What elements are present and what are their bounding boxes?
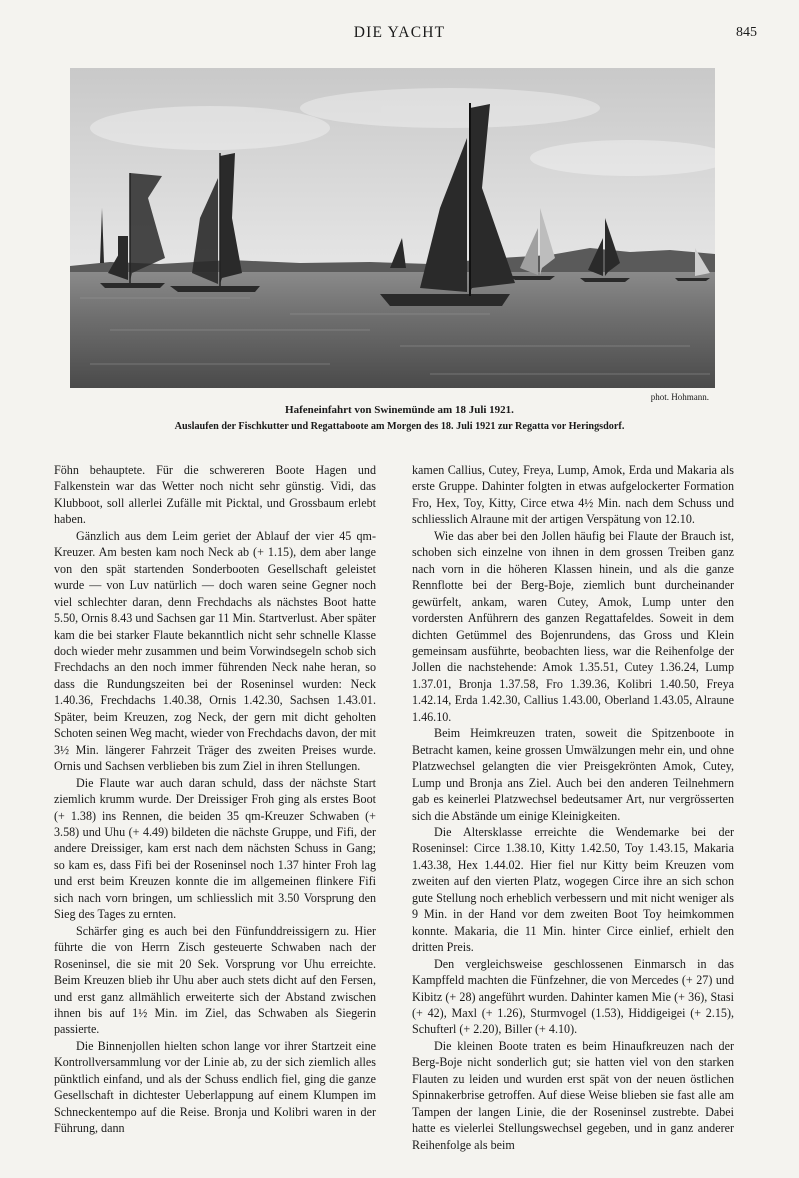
paragraph: Föhn behauptete. Für die schwereren Boote Hagen und Falkenstein war das Wetter noch nicht sehr günstig. Vidi, das Klubboot, soll allerlei Zufälle mit Picktal, und Grossbaum erlebt haben. bbox=[54, 463, 376, 527]
paragraph: Beim Heimkreuzen traten, soweit die Spitzenboote in Betracht kamen, keine grossen Umwälzungen mehr ein, und ohne Platzwechsel gelangten die vier Preisgekrönten Amok, Cutey, Lump und Bronja ans Ziel. Auch bei den anderen Teilnehmern gab es keinerlei Platzwechsel bedeutsamer Art, nur vergrösserten sich die Abstände um einige Kleinigkeiten. bbox=[412, 726, 734, 823]
paragraph: Schärfer ging es auch bei den Fünfunddreissigern zu. Hier führte die von Herrn Zisch gesteuerte Schwaben nach der Roseninsel, die sie mit 20 Sek. Vorsprung vor Uhu erreichte. Beim Kreuzen blieb ihr Uhu aber auch stets dicht auf den Fersen, und erst ganz allmählich erweiterte sich der Abstand zwischen ihnen bis auf 1½ Min. im Ziel, das Schwaben als Siegerin passierte. bbox=[54, 923, 376, 1037]
page-number: 845 bbox=[736, 25, 757, 40]
paragraph: Den vergleichsweise geschlossenen Einmarsch in das Kampffeld machten die Fünfzehner, die von Mercedes (+ 27) und Kibitz (+ 28) angeführt wurden. Dahinter kamen Mie (+ 36), Stasi (+ 42), Maxl (+ 1.26), Sturmvogel (1.53), Hiddigeigei (+ 2.15), Schufterl (+ 2.20), Biller (+ 4.10). bbox=[412, 956, 734, 1037]
paragraph: Die Flaute war auch daran schuld, dass der nächste Start ziemlich krumm wurde. Der Dreissiger Froh ging als erstes Boot (+ 1.38) ins Rennen, die beiden 35 qm-Kreuzer Schwaben (+ 3.58) und Uhu (+ 4.49) bildeten die nächste Gruppe, und Fifi, der andere Dreissiger, kam erst nach dem nächsten Schuss in Gang; so kam es, dass Fifi bei der Roseninsel noch 1.37 hinter Froh lag und erst beim Kreuzen konnte die im allgemeinen flinkere Fifi sich nach vorn bringen, um schliesslich mit 3.50 Vorsprung den Sieg des Tages zu ernten. bbox=[54, 775, 376, 922]
photo-caption-subtitle: Auslaufen der Fischkutter und Regattaboote am Morgen des 18. Juli 1921 zur Regatta vor Heringsdorf. bbox=[174, 421, 625, 432]
paragraph: Die kleinen Boote traten es beim Hinaufkreuzen nach der Berg-Boje nicht sonderlich gut; sie hatten viel von den starken Flauten zu leiden und wurden erst spät von der neuen östlichen Spinnakerbrise getroffen. Auf diese Weise blieben sie fast alle am Tampen der langen Linie, die der Roseninsel zustrebte. Dabei hatte es vielerlei Stellungswechsel gegeben, und in ganz anderer Reihenfolge als beim bbox=[412, 1038, 734, 1152]
left-text-column bbox=[54, 462, 376, 1137]
paragraph: kamen Callius, Cutey, Freya, Lump, Amok, Erda und Makaria als erste Gruppe. Dahinter folgten in etwas aufgelockerter Formation Fro, Hex, Toy, Kitty, Circe etwa 4½ Min. nach dem Schuss und schliesslich Alraune mit der artigen Verspätung von 12.10. bbox=[412, 463, 734, 527]
paragraph: Die Binnenjollen hielten schon lange vor ihrer Startzeit eine Kontrollversammlung vor der Linie ab, zu der sich ziemlich alles pünktlich einfand, und als der Schuss endlich fiel, ging die ganze Gesellschaft in dichtester Ueberlappung auf einem Klumpen im Schneckentempo auf die Reise. Bronja und Kolibri waren in der Führung, dann bbox=[54, 1038, 376, 1136]
paragraph: Gänzlich aus dem Leim geriet der Ablauf der vier 45 qm-Kreuzer. Am besten kam noch Neck ab (+ 1.15), dem aber lange von den spät startenden Sonderbooten Gesellschaft geleistet wurde — von Luv natürlich — doch waren seine Gegner noch viel schlechter daran, denn Frechdachs als nächstes Boot hatte 5.50, Ornis 8.43 und Sachsen gar 11 Min. Startverlust. Aber später kam die bei starker Flaute bekanntlich nicht sehr schnelle Klasse doch wieder mehr zusammen und beim Vorwindsegeln schob sich Frechdachs an den noch immer führenden Neck nahe heran, so dass die Rundungszeiten bei der Roseninsel wurden: Neck 1.40.36, Frechdachs 1.40.38, Ornis 1.42.30, Sachsen 1.43.01. Später, beim Kreuzen, zog Neck, der gern mit dicht geholten Schoten seinen Weg macht, wieder von Frechdachs davon, der mit 3½ Min. längerer Fahrzeit Träger des zweiten Preises wurde. Ornis und Sachsen verblieben bis zum Ziel in ihren Stellungen. bbox=[54, 528, 376, 774]
page-header bbox=[0, 22, 799, 46]
journal-title: DIE YACHT bbox=[353, 24, 446, 41]
harbor-photograph bbox=[70, 68, 715, 388]
photo-caption-title: Hafeneinfahrt von Swinemünde am 18 Juli 1921. bbox=[285, 404, 514, 416]
paragraph: Die Altersklasse erreichte die Wendemarke bei der Roseninsel: Circe 1.38.10, Kitty 1.42.50, Toy 1.43.15, Makaria 1.43.38, Hex 1.44.02. Hier fiel nur Kitty beim Kreuzen vom zweiten auf den vierten Platz, wogegen Circe ihre an sich schon gute Stellung noch erheblich verbessern und mit nicht weniger als 9 Min. in der Hand vor dem zweiten Boot Toy heimkommen konnte. Makaria, die 11 Min. hinter Circe einlief, erhielt den dritten Preis. bbox=[412, 824, 734, 955]
right-text-column bbox=[412, 462, 734, 1153]
photo-credit: phot. Hohmann. bbox=[650, 392, 709, 402]
paragraph: Wie das aber bei den Jollen häufig bei Flaute der Brauch ist, schoben sich einzelne von ihnen in dem grossen Treiben ganz nach vorn in die höheren Klassen hinein, und als die ganze Rennflotte bei der Berg-Boje, ziemlich bunt durcheinander gewürfelt, ankam, waren Cutey, Amok, Lump unter den vordersten Anführern des ganzen Regattafeldes. Soweit in dem dichten Getümmel des Bojenrundens, das Gross und Klein gemeinsam ausführte, beobachten liess, war die Reihenfolge der Jollen die nachstehende: Amok 1.35.51, Cutey 1.36.24, Lump 1.37.01, Bronja 1.37.58, Fro 1.39.36, Kolibri 1.40.50, Freya 1.42.14, Erda 1.42.30, Callius 1.43.00, Oberland 1.43.05, Alraune 1.46.10. bbox=[412, 528, 734, 724]
